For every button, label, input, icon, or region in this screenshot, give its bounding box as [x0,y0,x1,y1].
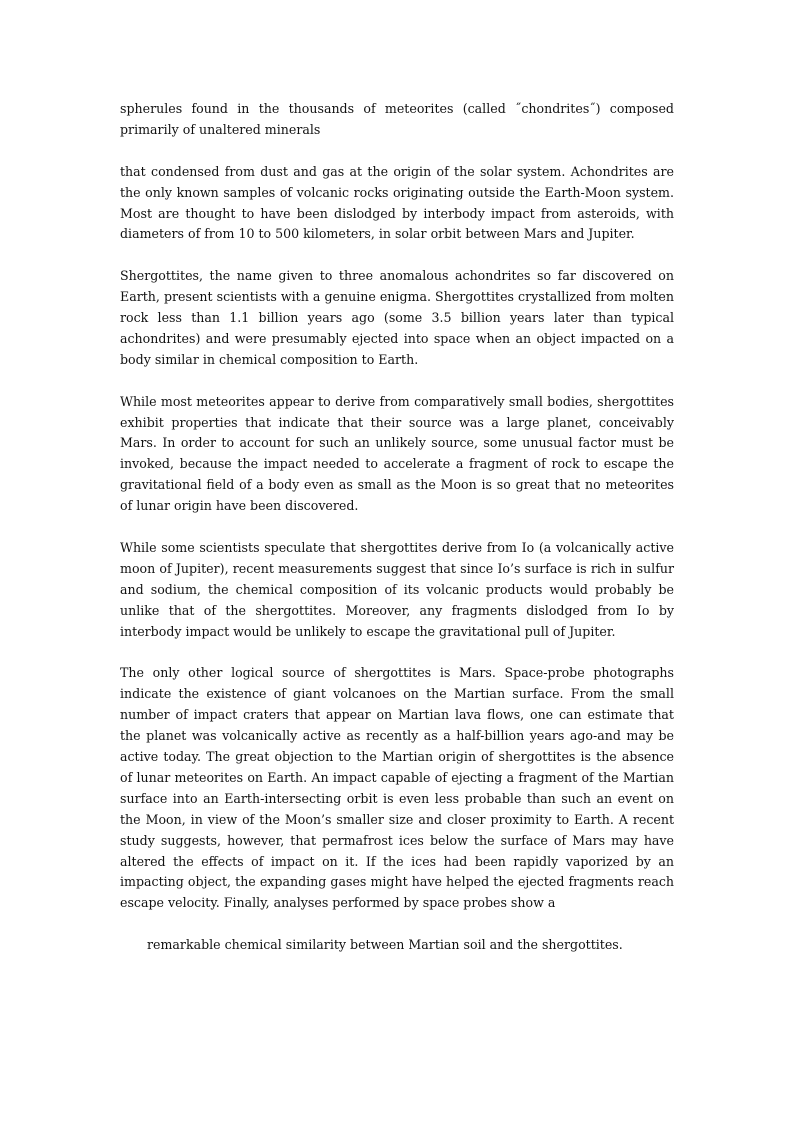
paragraph-mars-source: The only other logical source of shergottites is Mars. Space-probe photographs indicate the existence of giant volcanoes on the Martian surface. From the small number of impact craters that appear on Martian lava flows, one can estimate that the planet was volcanically active as recently as a half-billion years ago-and may be active today. The great objection to the Martian origin of shergottites is the absence of lunar meteorites on Earth. An impact capable of ejecting a fragment of the Martian surface into an Earth-intersecting orbit is even less probable than such an event on the Moon, in view of the Moon’s smaller size and closer proximity to Earth. A recent study suggests, however, that permafrost ices below the surface of Mars may have altered the effects of impact on it. If the ices had been rapidly vaporized by an impacting object, the expanding gases might have helped the ejected fragments reach escape velocity. Finally, analyses performed by space probes show a [120,665,674,911]
document-page [120,99,674,956]
paragraph-achondrites: that condensed from dust and gas at the origin of the solar system. Achondrites are the only known samples of volcanic rocks originating outside the Earth-Moon system. Most are thought to have been dislodged by interbody impact from asteroids, with diameters of from 10 to 500 kilometers, in solar orbit between Mars and Jupiter. [120,163,674,242]
paragraph-io-hypothesis: While some scientists speculate that shergottites derive from Io (a volcanically active moon of Jupiter), recent measurements suggest that since Io’s surface is rich in sulfur and sodium, the chemical composition of its volcanic products would probably be unlike that of the shergottites. Moreover, any fragments dislodged from Io by interbody impact would be unlikely to escape the gravitational pull of Jupiter. [120,539,674,639]
paragraph-shergottites-enigma: Shergottites, the name given to three anomalous achondrites so far discovered on Earth, present scientists with a genuine enigma. Shergottites crystallized from molten rock less than 1.1 billion years ago (some 3.5 billion years later than typical achondrites) and were presumably ejected into space when an object impacted on a body similar in chemical composition to Earth. [120,268,674,367]
paragraph-chondrites-intro: spherules found in the thousands of meteorites (called ˝chondrites˝) composed primarily of unaltered minerals [120,101,674,137]
paragraph-source-large-planet: While most meteorites appear to derive from comparatively small bodies, shergottites exhibit properties that indicate that their source was a large planet, conceivably Mars. In order to account for such an unlikely source, some unusual factor must be invoked, because the impact needed to accelerate a fragment of rock to escape the gravitational field of a body even as small as the Moon is so great that no meteorites of lunar origin have been discovered. [120,393,674,514]
closing-line: remarkable chemical similarity between Martian soil and the shergottites. [147,937,623,953]
